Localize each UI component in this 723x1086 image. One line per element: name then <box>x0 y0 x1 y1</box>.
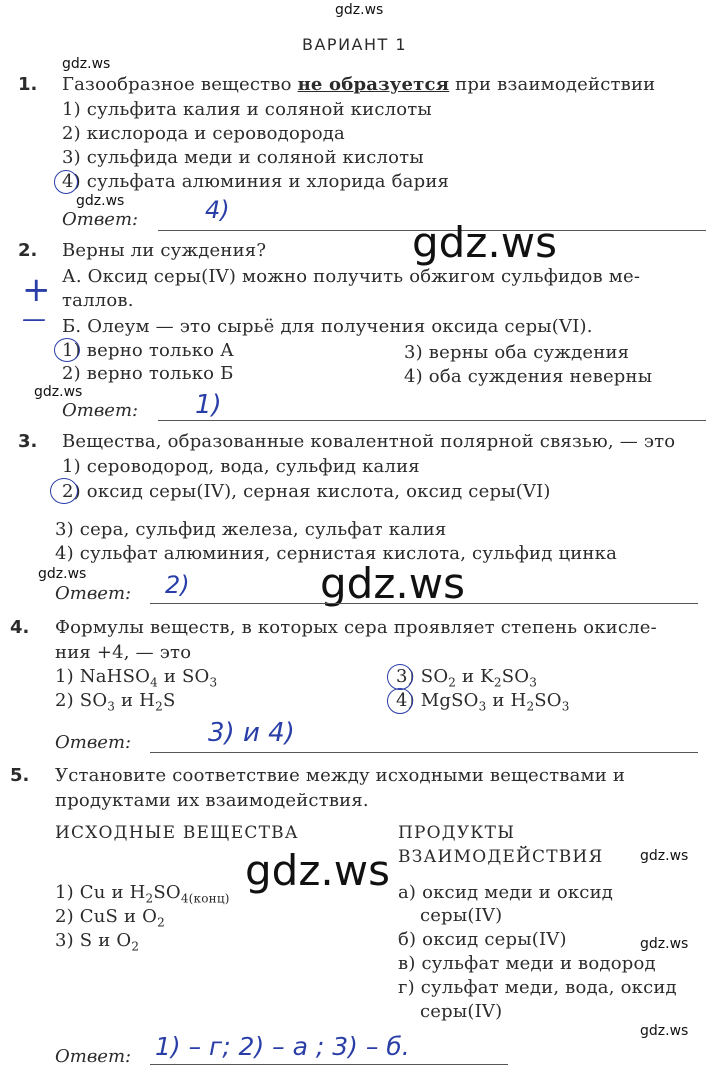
question-4-option-1: 1) NaHSO$_4$ и $SO_3$ <box>55 666 218 690</box>
question-3-option-3: 3) сера, сульфид железа, сульфат калия <box>55 519 447 540</box>
watermark: gdz.ws <box>335 2 384 18</box>
question-4-option-3: 3) $SO_2$ и $K_2SO_3$ <box>396 666 538 690</box>
question-1-handwritten-answer: 4) <box>205 196 230 224</box>
question-3-option-4: 4) сульфат алюминия, сернистая кислота, сульфид цинка <box>55 543 618 564</box>
selected-circle-mark <box>54 338 80 362</box>
variant-header: ВАРИАНТ 1 <box>302 35 408 54</box>
minus-mark: — <box>22 305 46 333</box>
column-header-products-line-2: ВЗАИМОДЕЙСТВИЯ <box>398 847 604 867</box>
selected-circle-mark <box>54 170 78 194</box>
question-1-option-4: 4) сульфата алюминия и хлорида бария <box>62 171 450 192</box>
question-4-option-4: 4) MgSO$_3$ и $H_2SO_3$ <box>396 690 570 714</box>
question-2-stem: Верны ли суждения? <box>62 240 267 261</box>
statement-b: Б. Олеум — это сырьё для получения оксида серы(VI). <box>62 316 593 337</box>
answer-label: Ответ: <box>55 732 132 753</box>
reactant-3: 3) S и $O_2$ <box>55 930 140 954</box>
question-1-stem: Газообразное вещество не образуется при взаимодействии <box>62 74 656 95</box>
answer-line <box>150 752 698 753</box>
watermark: gdz.ws <box>38 566 87 582</box>
answer-line <box>158 420 706 421</box>
watermark: gdz.ws <box>640 1023 689 1039</box>
column-header-reactants: ИСХОДНЫЕ ВЕЩЕСТВА <box>55 823 299 843</box>
product-d-line-1: г) сульфат меди, вода, оксид <box>398 977 677 998</box>
column-header-products-line-1: ПРОДУКТЫ <box>398 823 516 843</box>
product-d-line-2: серы(IV) <box>420 1001 503 1022</box>
answer-label: Ответ: <box>55 1046 132 1067</box>
question-3-number: 3. <box>18 431 38 452</box>
question-2-option-3: 3) верны оба суждения <box>404 342 630 363</box>
watermark-large: gdz.ws <box>245 846 390 895</box>
question-3-stem: Вещества, образованные ковалентной полярной связью, — это <box>62 431 676 452</box>
question-4-stem-line-1: Формулы веществ, в которых сера проявляет степень окисле- <box>55 617 657 638</box>
question-4-stem-line-2: ния +4, — это <box>55 642 192 663</box>
product-b: б) оксид серы(IV) <box>398 929 567 950</box>
answer-line <box>150 603 698 604</box>
watermark: gdz.ws <box>34 384 83 400</box>
watermark-large: gdz.ws <box>412 218 557 267</box>
watermark: gdz.ws <box>640 848 689 864</box>
question-1-option-1: 1) сульфита калия и соляной кислоты <box>62 99 432 120</box>
question-3-option-1: 1) сероводород, вода, сульфид калия <box>62 456 420 477</box>
product-c: в) сульфат меди и водород <box>398 953 656 974</box>
product-a-line-1: а) оксид меди и оксид <box>398 882 614 903</box>
question-5-handwritten-answer: 1) – г; 2) – а ; 3) – б. <box>155 1032 410 1061</box>
product-a-line-2: серы(IV) <box>420 905 503 926</box>
statement-a-line-1: А. Оксид серы(IV) можно получить обжигом сульфидов ме- <box>62 266 641 287</box>
reactant-1: 1) Cu и $H_2SO_{4(конц)}$ <box>55 882 230 906</box>
question-3-handwritten-answer: 2) <box>165 571 190 599</box>
answer-label: Ответ: <box>62 400 139 421</box>
selected-circle-mark <box>387 688 413 714</box>
selected-circle-mark <box>387 664 413 690</box>
question-1-number: 1. <box>18 74 38 95</box>
question-1-option-2: 2) кислорода и сероводорода <box>62 123 345 144</box>
watermark: gdz.ws <box>640 936 689 952</box>
watermark-large: gdz.ws <box>320 559 465 608</box>
question-4-number: 4. <box>10 617 30 638</box>
question-2-option-2: 2) верно только Б <box>62 363 234 384</box>
watermark: gdz.ws <box>76 193 125 209</box>
question-5-number: 5. <box>10 765 30 786</box>
question-2-handwritten-answer: 1) <box>195 390 222 420</box>
statement-a-line-2: таллов. <box>62 290 134 311</box>
watermark: gdz.ws <box>62 56 111 72</box>
question-4-option-2: 2) $SO_3$ и $H_2S$ <box>55 690 176 714</box>
answer-line <box>150 1064 508 1065</box>
question-4-handwritten-answer: 3) и 4) <box>208 718 295 748</box>
answer-label: Ответ: <box>55 583 132 604</box>
question-5-stem-line-1: Установите соответствие между исходными веществами и <box>55 765 626 786</box>
plus-mark: + <box>22 270 51 310</box>
reactant-2: 2) CuS и $O_2$ <box>55 906 165 930</box>
question-2-option-4: 4) оба суждения неверны <box>404 366 653 387</box>
question-2-option-1: 1) верно только А <box>62 340 234 361</box>
question-3-option-2: 2) оксид серы(IV), серная кислота, оксид серы(VI) <box>62 481 551 502</box>
question-1-option-3: 3) сульфида меди и соляной кислоты <box>62 147 424 168</box>
selected-circle-mark <box>50 478 78 504</box>
question-2-number: 2. <box>18 240 38 261</box>
question-5-stem-line-2: продуктами их взаимодействия. <box>55 790 369 811</box>
answer-label: Ответ: <box>62 209 139 230</box>
